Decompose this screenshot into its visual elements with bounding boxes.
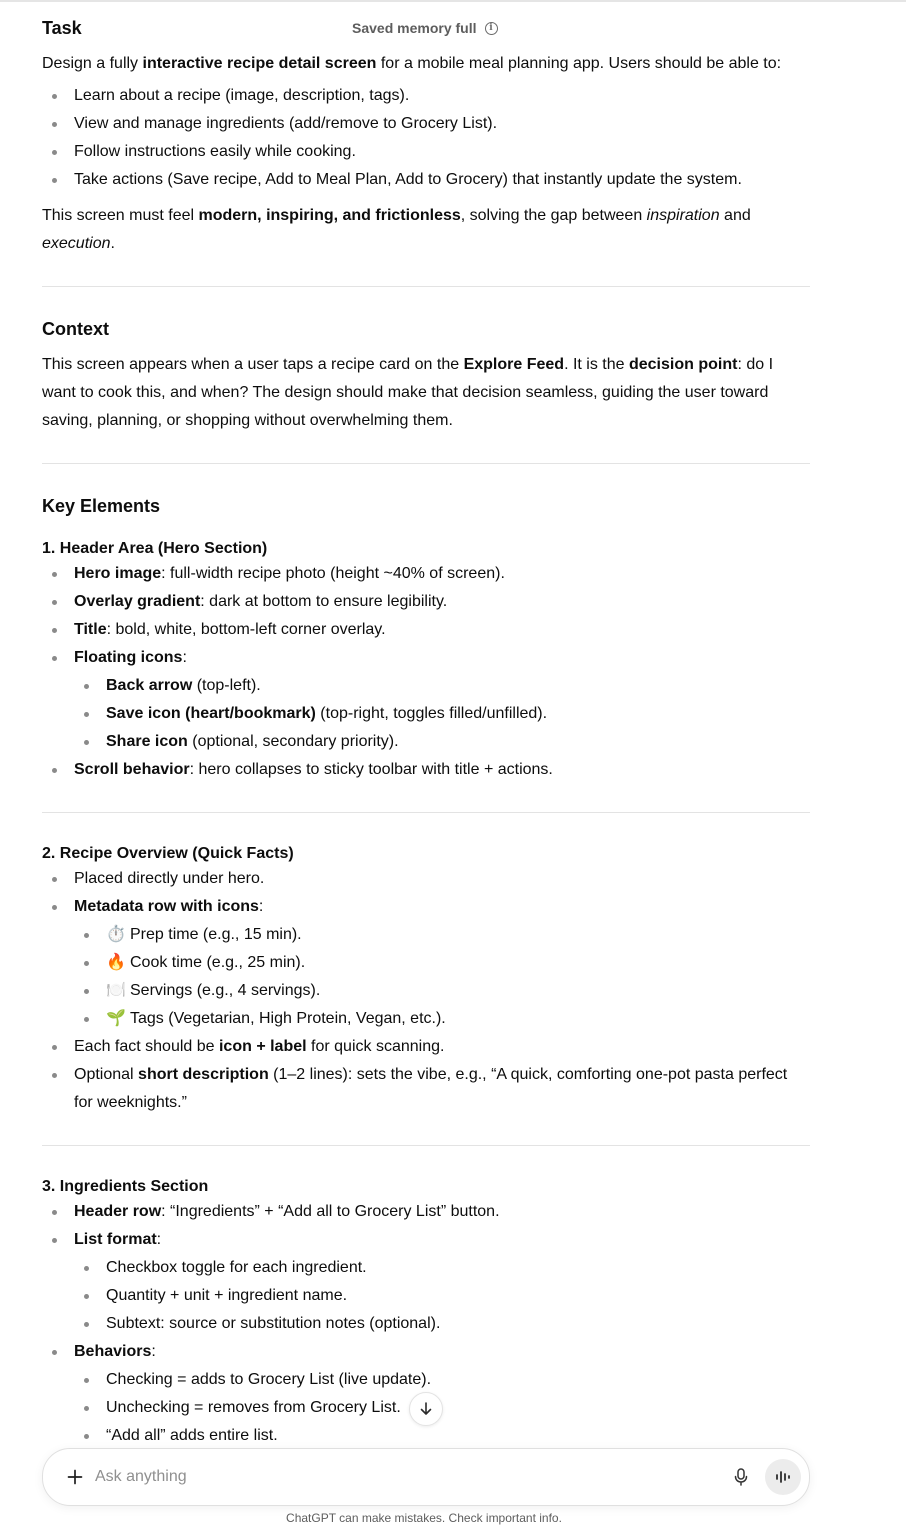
- list-item: Hero image: full-width recipe photo (height ~40% of screen).: [42, 560, 810, 588]
- task-bullets: [42, 82, 810, 194]
- divider: [42, 286, 810, 287]
- fire-icon: 🔥: [106, 954, 126, 971]
- prompt-input[interactable]: Ask anything: [95, 1468, 187, 1485]
- list-item: Unchecking = removes from Grocery List.: [42, 1394, 810, 1422]
- list-item: Take actions (Save recipe, Add to Meal Plan, Add to Grocery) that instantly update the system.: [42, 166, 810, 194]
- list-item: Learn about a recipe (image, description, tags).: [42, 82, 810, 110]
- top-border: [0, 0, 906, 2]
- list-item: ⏱️ Prep time (e.g., 15 min).: [42, 921, 810, 949]
- memory-status-label: Saved memory full: [352, 20, 477, 36]
- add-attachment-button[interactable]: [61, 1463, 89, 1491]
- list-item: 🔥 Cook time (e.g., 25 min).: [42, 949, 810, 977]
- list-item: Follow instructions easily while cooking.: [42, 138, 810, 166]
- dictate-button[interactable]: [729, 1465, 753, 1489]
- list-item: Share icon (optional, secondary priority).: [42, 728, 810, 756]
- list-item: 🌱 Tags (Vegetarian, High Protein, Vegan, etc.).: [42, 1005, 810, 1033]
- list-item: Scroll behavior: hero collapses to sticky toolbar with title + actions.: [42, 756, 810, 784]
- ingredients-section-heading: 3. Ingredients Section: [42, 1178, 209, 1195]
- seedling-icon: 🌱: [106, 1010, 126, 1027]
- stopwatch-icon: ⏱️: [106, 926, 126, 943]
- list-item: Checking = adds to Grocery List (live update).: [42, 1366, 810, 1394]
- list-item: Quantity + unit + ingredient name.: [42, 1282, 810, 1310]
- list-item: Floating icons:: [42, 644, 810, 672]
- message-composer[interactable]: [42, 1448, 810, 1506]
- list-item: Overlay gradient: dark at bottom to ensure legibility.: [42, 588, 810, 616]
- task-closing: This screen must feel modern, inspiring, and frictionless, solving the gap between inspiration and execution.: [42, 207, 751, 252]
- memory-status[interactable]: [352, 18, 498, 38]
- list-item: Checkbox toggle for each ingredient.: [42, 1254, 810, 1282]
- hero-section-heading: 1. Header Area (Hero Section): [42, 540, 268, 557]
- divider: [42, 812, 810, 813]
- context-paragraph: This screen appears when a user taps a recipe card on the Explore Feed. It is the decision point: do I want to cook this, and when? The design should make that decision seamless, guiding the user toward saving, planning, or shopping without overwhelming them.: [42, 356, 774, 429]
- task-intro: Design a fully interactive recipe detail screen for a mobile meal planning app. Users should be able to:: [42, 55, 782, 72]
- list-item: Behaviors:: [42, 1338, 810, 1366]
- overview-list: [42, 865, 810, 1117]
- list-item: Metadata row with icons:: [42, 893, 810, 921]
- plate-icon: 🍽️: [106, 982, 126, 999]
- list-item: List format:: [42, 1226, 810, 1254]
- task-heading: Task: [42, 18, 82, 38]
- list-item: View and manage ingredients (add/remove to Grocery List).: [42, 110, 810, 138]
- hero-list: [42, 560, 810, 784]
- overview-section-heading: 2. Recipe Overview (Quick Facts): [42, 845, 294, 862]
- arrow-down-icon: [418, 1401, 434, 1417]
- divider: [42, 1145, 810, 1146]
- list-item: Title: bold, white, bottom-left corner overlay.: [42, 616, 810, 644]
- info-icon[interactable]: i: [485, 22, 498, 35]
- list-item: Subtext: source or substitution notes (optional).: [42, 1310, 810, 1338]
- list-item: “Add all” adds entire list.: [42, 1422, 810, 1450]
- key-elements-heading: Key Elements: [42, 496, 161, 516]
- list-item: Save icon (heart/bookmark) (top-right, toggles filled/unfilled).: [42, 700, 810, 728]
- context-heading: Context: [42, 319, 109, 339]
- list-item: Placed directly under hero.: [42, 865, 810, 893]
- waveform-icon: [774, 1470, 792, 1484]
- microphone-icon: [733, 1468, 749, 1486]
- disclaimer-text: ChatGPT can make mistakes. Check important info.: [286, 1511, 562, 1525]
- divider: [42, 463, 810, 464]
- list-item: 🍽️ Servings (e.g., 4 servings).: [42, 977, 810, 1005]
- plus-icon: [67, 1469, 83, 1485]
- voice-mode-button[interactable]: [765, 1459, 801, 1495]
- list-item: Optional short description (1–2 lines): sets the vibe, e.g., “A quick, comforting one-pot pasta perfect for weeknights.”: [42, 1061, 810, 1117]
- list-item: Each fact should be icon + label for quick scanning.: [42, 1033, 810, 1061]
- scroll-to-bottom-button[interactable]: [409, 1392, 443, 1426]
- list-item: Back arrow (top-left).: [42, 672, 810, 700]
- list-item: Header row: “Ingredients” + “Add all to Grocery List” button.: [42, 1198, 810, 1226]
